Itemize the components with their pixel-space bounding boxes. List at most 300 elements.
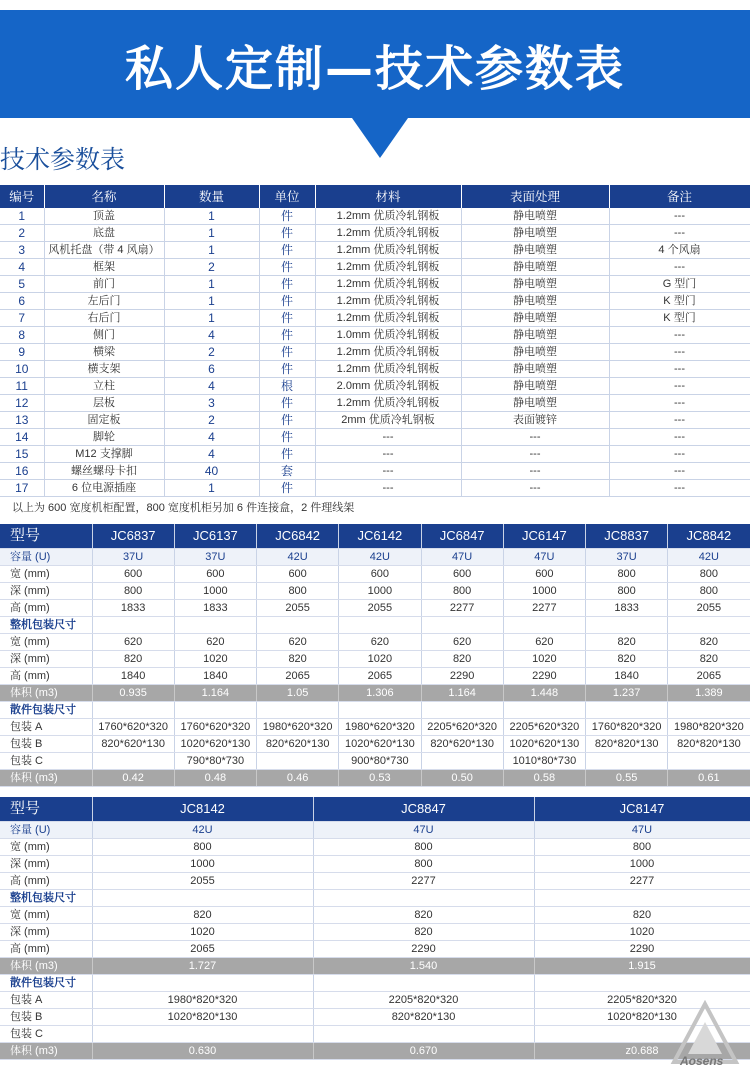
- spec-cell: 2290: [313, 940, 534, 957]
- spec-cell: 2277: [313, 872, 534, 889]
- spec-cell: 600: [92, 565, 174, 582]
- spec-cell: 790*80*730: [174, 752, 256, 769]
- table-cell: 2: [164, 344, 259, 361]
- spec-cell: JC6842: [257, 524, 339, 548]
- spec-cell: 2290: [503, 667, 585, 684]
- row-label: 深 (mm): [0, 582, 92, 599]
- spec-row: [0, 667, 750, 684]
- table-cell: ---: [315, 446, 461, 463]
- spec-cell: [586, 752, 668, 769]
- table-cell: 根: [259, 378, 315, 395]
- table-cell: 13: [0, 412, 44, 429]
- table-cell: ---: [609, 259, 750, 276]
- spec-row: [0, 633, 750, 650]
- spec-cell: 600: [257, 565, 339, 582]
- spec-cell: 0.58: [503, 769, 585, 786]
- table-cell: 件: [259, 208, 315, 225]
- banner-title: 私人定制—技术参数表: [124, 40, 625, 97]
- spec-cell: [534, 889, 750, 906]
- spec-cell: JC8847: [313, 797, 534, 821]
- spec-cell: [339, 616, 421, 633]
- table-cell: ---: [609, 327, 750, 344]
- table-cell: 螺丝螺母卡扣: [44, 463, 164, 480]
- table-cell: 2mm 优质冷轧钢板: [315, 412, 461, 429]
- table-cell: 顶盖: [44, 208, 164, 225]
- table-cell: 表面镀锌: [461, 412, 609, 429]
- table-cell: M12 支撑脚: [44, 446, 164, 463]
- spec-cell: 1840: [586, 667, 668, 684]
- spec-cell: 1.389: [668, 684, 750, 701]
- row-label: 高 (mm): [0, 940, 92, 957]
- table-row: [0, 344, 750, 361]
- spec-cell: 1020*820*130: [92, 1008, 313, 1025]
- table-cell: ---: [461, 429, 609, 446]
- spec-row: [0, 616, 750, 633]
- spec-cell: 620: [421, 633, 503, 650]
- spec-cell: 2065: [257, 667, 339, 684]
- row-label: 体积 (m3): [0, 1042, 92, 1059]
- spec-cell: 1760*620*320: [92, 718, 174, 735]
- row-label: 包装 B: [0, 1008, 92, 1025]
- spec-cell: [174, 616, 256, 633]
- spec-cell: [668, 616, 750, 633]
- spec-cell: 800: [257, 582, 339, 599]
- table-cell: ---: [461, 480, 609, 497]
- spec-cell: [586, 616, 668, 633]
- row-label: 整机包装尺寸: [0, 616, 92, 633]
- spec-table-2: [0, 797, 750, 1060]
- spec-cell: 1.05: [257, 684, 339, 701]
- spec-cell: 600: [503, 565, 585, 582]
- spec-cell: 1.915: [534, 957, 750, 974]
- table-cell: 立柱: [44, 378, 164, 395]
- spec-row: [0, 974, 750, 991]
- spec-row: [0, 684, 750, 701]
- table-cell: ---: [609, 225, 750, 242]
- table-cell: 15: [0, 446, 44, 463]
- table-cell: 件: [259, 310, 315, 327]
- table-cell: 2.0mm 优质冷轧钢板: [315, 378, 461, 395]
- spec-cell: 820: [92, 650, 174, 667]
- table-cell: 件: [259, 259, 315, 276]
- table-cell: 右后门: [44, 310, 164, 327]
- spec-cell: z0.688: [534, 1042, 750, 1059]
- spec-cell: 1000: [174, 582, 256, 599]
- table-cell: 1.2mm 优质冷轧钢板: [315, 395, 461, 412]
- spec-cell: JC8837: [586, 524, 668, 548]
- spec-row: [0, 838, 750, 855]
- parts-header-cell: 名称: [44, 185, 164, 208]
- table-cell: ---: [609, 463, 750, 480]
- spec-cell: 47U: [503, 548, 585, 565]
- row-label: 容量 (U): [0, 548, 92, 565]
- table-cell: G 型门: [609, 276, 750, 293]
- spec-cell: 1020: [503, 650, 585, 667]
- spec-table-1: [0, 524, 750, 787]
- table-row: [0, 293, 750, 310]
- spec-cell: [92, 889, 313, 906]
- table-cell: 1.2mm 优质冷轧钢板: [315, 208, 461, 225]
- spec-row: [0, 991, 750, 1008]
- spec-row: [0, 1008, 750, 1025]
- row-label: 体积 (m3): [0, 684, 92, 701]
- table-cell: 5: [0, 276, 44, 293]
- table-row: [0, 259, 750, 276]
- spec-cell: 800: [586, 582, 668, 599]
- spec-cell: 820: [421, 650, 503, 667]
- spec-cell: 2055: [257, 599, 339, 616]
- table-cell: 脚轮: [44, 429, 164, 446]
- table-cell: 风机托盘（带 4 风扇）: [44, 242, 164, 259]
- parts-table: [0, 185, 750, 497]
- table-cell: 3: [164, 395, 259, 412]
- spec-cell: 2205*620*320: [503, 718, 585, 735]
- table-cell: 横支架: [44, 361, 164, 378]
- table-row: [0, 225, 750, 242]
- table-cell: 6: [0, 293, 44, 310]
- table-cell: 件: [259, 242, 315, 259]
- table-row: [0, 327, 750, 344]
- table-cell: 1.2mm 优质冷轧钢板: [315, 361, 461, 378]
- table-cell: 2: [164, 259, 259, 276]
- table-cell: 4: [164, 429, 259, 446]
- spec-cell: 37U: [92, 548, 174, 565]
- spec-row: [0, 957, 750, 974]
- spec-cell: 600: [339, 565, 421, 582]
- spec-cell: 620: [257, 633, 339, 650]
- table-cell: ---: [315, 480, 461, 497]
- spec-cell: 800: [92, 838, 313, 855]
- spec-cell: 47U: [534, 821, 750, 838]
- spec-cell: 0.630: [92, 1042, 313, 1059]
- table-cell: 侧门: [44, 327, 164, 344]
- spec-cell: 1020*620*130: [174, 735, 256, 752]
- spec-cell: [421, 752, 503, 769]
- spec-cell: 1020: [339, 650, 421, 667]
- table-cell: 40: [164, 463, 259, 480]
- spec-cell: 1840: [92, 667, 174, 684]
- table-cell: 件: [259, 327, 315, 344]
- spec-cell: JC8842: [668, 524, 750, 548]
- spec-cell: [92, 1025, 313, 1042]
- spec-cell: 820*620*130: [92, 735, 174, 752]
- spec-row: [0, 1042, 750, 1059]
- table-cell: ---: [461, 463, 609, 480]
- spec-cell: 800: [421, 582, 503, 599]
- spec-cell: [92, 974, 313, 991]
- parts-header-cell: 编号: [0, 185, 44, 208]
- table-cell: 件: [259, 480, 315, 497]
- table-cell: 套: [259, 463, 315, 480]
- spec-cell: 2205*820*320: [534, 991, 750, 1008]
- spec-cell: 1760*620*320: [174, 718, 256, 735]
- table-cell: 层板: [44, 395, 164, 412]
- spec-cell: 2055: [668, 599, 750, 616]
- table-cell: 件: [259, 412, 315, 429]
- spec-cell: 1760*820*320: [586, 718, 668, 735]
- spec-cell: 37U: [174, 548, 256, 565]
- row-label: 包装 A: [0, 991, 92, 1008]
- spec-cell: [421, 616, 503, 633]
- spec-cell: 820*620*130: [257, 735, 339, 752]
- spec-row: [0, 752, 750, 769]
- spec-cell: 1000: [339, 582, 421, 599]
- table-cell: K 型门: [609, 293, 750, 310]
- spec-cell: 1020: [534, 923, 750, 940]
- spec-cell: 1000: [92, 855, 313, 872]
- spec-cell: [503, 616, 585, 633]
- table-cell: 件: [259, 429, 315, 446]
- spec-cell: 1000: [503, 582, 585, 599]
- row-label: 包装 B: [0, 735, 92, 752]
- spec-cell: [257, 616, 339, 633]
- table-cell: 静电喷塑: [461, 225, 609, 242]
- spec-cell: 820: [313, 906, 534, 923]
- spec-cell: 820*820*130: [668, 735, 750, 752]
- spec-row: [0, 855, 750, 872]
- spec-cell: 1020*820*130: [534, 1008, 750, 1025]
- table-cell: 静电喷塑: [461, 327, 609, 344]
- spec-cell: 2205*820*320: [313, 991, 534, 1008]
- spec-cell: 800: [534, 838, 750, 855]
- parts-header-cell: 材料: [315, 185, 461, 208]
- spec-cell: 2290: [421, 667, 503, 684]
- spec-cell: 1010*80*730: [503, 752, 585, 769]
- spec-cell: 2065: [92, 940, 313, 957]
- row-label: 散件包装尺寸: [0, 701, 92, 718]
- table-cell: 件: [259, 395, 315, 412]
- row-label: 型号: [0, 524, 92, 548]
- row-label: 宽 (mm): [0, 838, 92, 855]
- table-cell: ---: [315, 429, 461, 446]
- logo-text: Aosens: [680, 1054, 724, 1068]
- spec-row: [0, 735, 750, 752]
- spec-cell: 820: [313, 923, 534, 940]
- spec-cell: 47U: [421, 548, 503, 565]
- table-cell: 1.2mm 优质冷轧钢板: [315, 259, 461, 276]
- spec-row: [0, 701, 750, 718]
- table-cell: ---: [609, 361, 750, 378]
- spec-cell: 820*820*130: [586, 735, 668, 752]
- row-label: 包装 C: [0, 752, 92, 769]
- spec-cell: JC8147: [534, 797, 750, 821]
- table-row: [0, 361, 750, 378]
- table-cell: 件: [259, 276, 315, 293]
- table-cell: 8: [0, 327, 44, 344]
- table-cell: ---: [609, 208, 750, 225]
- table-cell: 14: [0, 429, 44, 446]
- spec-cell: 1980*820*320: [92, 991, 313, 1008]
- spec-cell: [534, 974, 750, 991]
- row-label: 深 (mm): [0, 650, 92, 667]
- spec-cell: 820: [586, 650, 668, 667]
- spec-cell: [257, 701, 339, 718]
- spec-cell: 1.540: [313, 957, 534, 974]
- table-cell: 4: [164, 327, 259, 344]
- table-row: [0, 242, 750, 259]
- spec-row: [0, 872, 750, 889]
- table-cell: 件: [259, 361, 315, 378]
- row-label: 高 (mm): [0, 599, 92, 616]
- table-cell: 左后门: [44, 293, 164, 310]
- spec-row: [0, 906, 750, 923]
- table-cell: K 型门: [609, 310, 750, 327]
- table-row: [0, 463, 750, 480]
- spec-cell: [586, 701, 668, 718]
- spec-cell: 1980*820*320: [668, 718, 750, 735]
- spec-cell: 800: [668, 565, 750, 582]
- table-cell: 1.0mm 优质冷轧钢板: [315, 327, 461, 344]
- table-row: [0, 446, 750, 463]
- spec-cell: [174, 701, 256, 718]
- table-cell: 件: [259, 293, 315, 310]
- table-cell: 6 位电源插座: [44, 480, 164, 497]
- table-cell: 1: [164, 208, 259, 225]
- spec-cell: [313, 889, 534, 906]
- table-cell: 静电喷塑: [461, 259, 609, 276]
- row-label: 宽 (mm): [0, 906, 92, 923]
- spec-row: [0, 582, 750, 599]
- spec-cell: [339, 701, 421, 718]
- row-label: 深 (mm): [0, 855, 92, 872]
- spec-cell: 0.670: [313, 1042, 534, 1059]
- spec-cell: 1980*620*320: [257, 718, 339, 735]
- spec-cell: 620: [339, 633, 421, 650]
- row-label: 宽 (mm): [0, 633, 92, 650]
- table-cell: 框架: [44, 259, 164, 276]
- table-cell: 1: [0, 208, 44, 225]
- parts-header-row: [0, 185, 750, 208]
- spec-cell: 1.448: [503, 684, 585, 701]
- table-cell: 静电喷塑: [461, 208, 609, 225]
- table-row: [0, 429, 750, 446]
- spec-cell: JC6142: [339, 524, 421, 548]
- row-label: 容量 (U): [0, 821, 92, 838]
- spec-row: [0, 821, 750, 838]
- table-cell: 9: [0, 344, 44, 361]
- spec-cell: [92, 616, 174, 633]
- table-cell: ---: [609, 446, 750, 463]
- table-cell: ---: [609, 395, 750, 412]
- spec-cell: 800: [92, 582, 174, 599]
- table-cell: 件: [259, 446, 315, 463]
- row-label: 整机包装尺寸: [0, 889, 92, 906]
- spec-cell: 2055: [339, 599, 421, 616]
- table-cell: 1: [164, 225, 259, 242]
- spec-cell: 820: [586, 633, 668, 650]
- table-cell: 1.2mm 优质冷轧钢板: [315, 344, 461, 361]
- row-label: 体积 (m3): [0, 769, 92, 786]
- spec-cell: [257, 752, 339, 769]
- spec-cell: 2290: [534, 940, 750, 957]
- table-cell: 静电喷塑: [461, 293, 609, 310]
- config-note: 以上为 600 宽度机柜配置，800 宽度机柜另加 6 件连接盒，2 件理线架: [12, 502, 355, 514]
- spec-cell: [503, 701, 585, 718]
- table-cell: 静电喷塑: [461, 310, 609, 327]
- table-cell: 1: [164, 480, 259, 497]
- table-cell: 1.2mm 优质冷轧钢板: [315, 310, 461, 327]
- spec-cell: 0.935: [92, 684, 174, 701]
- spec-cell: 1000: [534, 855, 750, 872]
- spec-cell: JC8142: [92, 797, 313, 821]
- spec-cell: 42U: [339, 548, 421, 565]
- spec-cell: 820: [92, 906, 313, 923]
- spec-cell: 1.237: [586, 684, 668, 701]
- spec-cell: 2055: [92, 872, 313, 889]
- table-cell: 前门: [44, 276, 164, 293]
- table-cell: 1: [164, 242, 259, 259]
- table-cell: 16: [0, 463, 44, 480]
- row-label: 高 (mm): [0, 667, 92, 684]
- spec-row: [0, 923, 750, 940]
- spec-cell: JC6137: [174, 524, 256, 548]
- spec-cell: 1.164: [421, 684, 503, 701]
- table-cell: 件: [259, 225, 315, 242]
- spec-cell: 1020*620*130: [503, 735, 585, 752]
- spec-cell: 820: [668, 633, 750, 650]
- spec-cell: 1020*620*130: [339, 735, 421, 752]
- spec-cell: 0.53: [339, 769, 421, 786]
- table-row: [0, 276, 750, 293]
- spec-cell: 1020: [174, 650, 256, 667]
- spec-cell: 0.50: [421, 769, 503, 786]
- spec-row: [0, 1025, 750, 1042]
- spec-cell: 1833: [174, 599, 256, 616]
- table-cell: 10: [0, 361, 44, 378]
- table-cell: 静电喷塑: [461, 395, 609, 412]
- banner-arrow: [352, 118, 408, 158]
- table-cell: 4: [164, 378, 259, 395]
- spec-cell: 1840: [174, 667, 256, 684]
- spec-cell: [421, 701, 503, 718]
- spec-cell: JC6837: [92, 524, 174, 548]
- spec-cell: 600: [421, 565, 503, 582]
- spec-cell: [313, 974, 534, 991]
- spec-row: [0, 769, 750, 786]
- table-cell: ---: [609, 480, 750, 497]
- spec-cell: 42U: [92, 821, 313, 838]
- parts-header-cell: 数量: [164, 185, 259, 208]
- spec-cell: 42U: [668, 548, 750, 565]
- table-cell: 1.2mm 优质冷轧钢板: [315, 293, 461, 310]
- spec-cell: 1980*620*320: [339, 718, 421, 735]
- spec-cell: 2277: [534, 872, 750, 889]
- section-title: 技术参数表: [0, 145, 126, 174]
- spec-cell: 800: [586, 565, 668, 582]
- table-row: [0, 310, 750, 327]
- spec-cell: 1020: [92, 923, 313, 940]
- spec-cell: 600: [174, 565, 256, 582]
- spec-cell: 820: [534, 906, 750, 923]
- spec-row: [0, 718, 750, 735]
- table-cell: 12: [0, 395, 44, 412]
- row-label: 宽 (mm): [0, 565, 92, 582]
- spec-cell: 0.55: [586, 769, 668, 786]
- table-cell: 4 个风扇: [609, 242, 750, 259]
- spec-cell: 2065: [339, 667, 421, 684]
- row-label: 包装 A: [0, 718, 92, 735]
- spec-cell: 1.164: [174, 684, 256, 701]
- spec-cell: 1833: [586, 599, 668, 616]
- row-label: 包装 C: [0, 1025, 92, 1042]
- spec-cell: [668, 701, 750, 718]
- spec-cell: [92, 752, 174, 769]
- table-row: [0, 378, 750, 395]
- spec-cell: 2065: [668, 667, 750, 684]
- spec-cell: 620: [174, 633, 256, 650]
- table-cell: 静电喷塑: [461, 344, 609, 361]
- spec-cell: 2205*620*320: [421, 718, 503, 735]
